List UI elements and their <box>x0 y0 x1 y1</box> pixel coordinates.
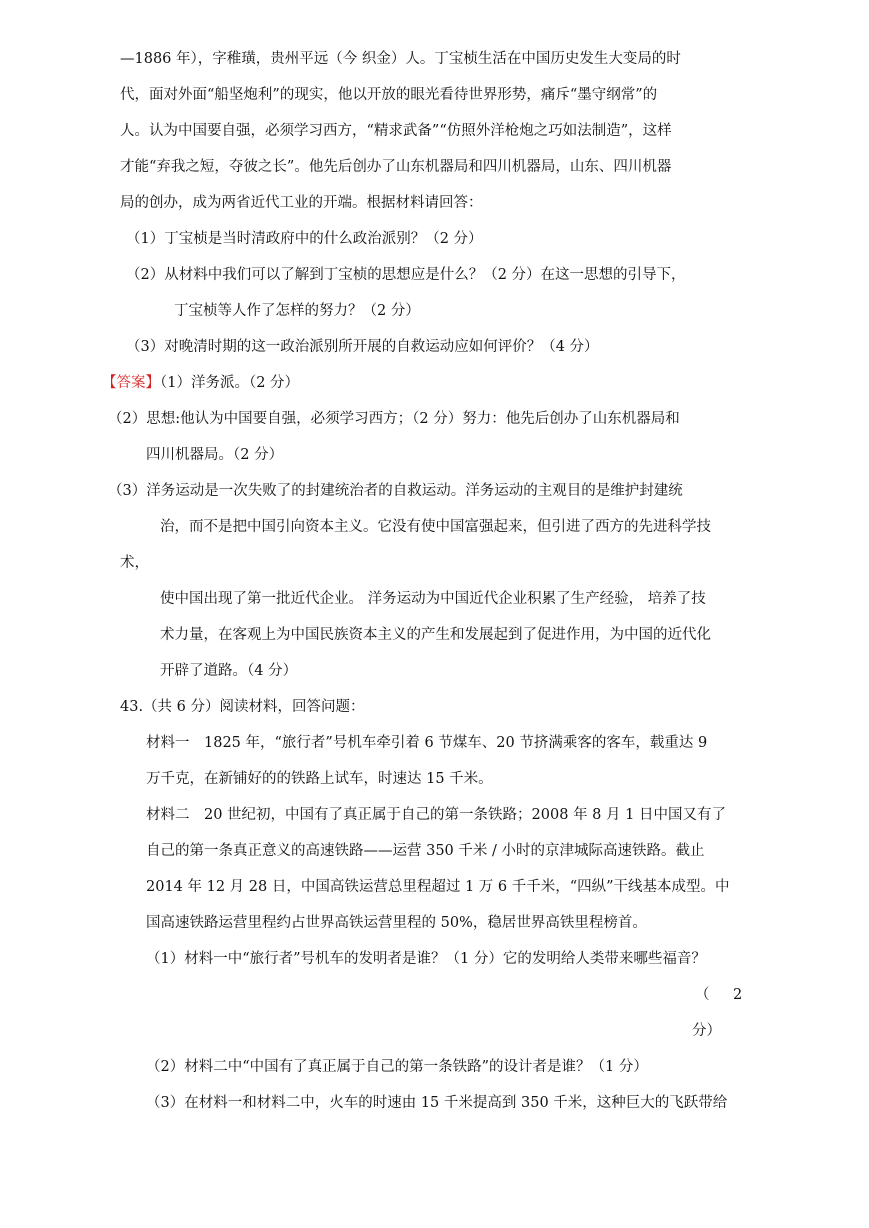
material-1-line-1: 材料一 1825 年，“旅行者”号机车牵引着 6 节煤车、20 节挤满乘客的客车，载重达 9 <box>146 735 708 751</box>
answer-3-line-4: 使中国出现了第一批近代企业。 洋务运动为中国近代企业积累了生产经验， 培养了技 <box>160 591 706 607</box>
question-43-1-score-close: 分） <box>692 1023 721 1039</box>
answer-3-line-1: （3）洋务运动是一次失败了的封建统治者的自救运动。洋务运动的主观目的是维护封建统 <box>108 483 683 499</box>
question-2-line-2: 丁宝桢等人作了怎样的努力？（2 分） <box>174 303 420 319</box>
intro-line-4: 才能“弃我之短，夺彼之长”。他先后创办了山东机器局和四川机器局，山东、四川机器 <box>120 159 672 175</box>
intro-line-2: 代，面对外面“船坚炮利”的现实，他以开放的眼光看待世界形势，痛斥“墨守纲常”的 <box>120 87 658 103</box>
question-43-1-line-1: （1）材料一中“旅行者”号机车的发明者是谁？（1 分）它的发明给人类带来哪些福音？ <box>146 951 706 967</box>
answer-2-line-2: 四川机器局。（2 分） <box>146 447 284 463</box>
question-43-1-score-num: 2 <box>733 987 743 1003</box>
question-43-2: （2）材料二中“中国有了真正属于自己的第一条铁路”的设计者是谁？（1 分） <box>146 1059 648 1075</box>
question-2-line-1: （2）从材料中我们可以了解到丁宝桢的思想应是什么？（2 分）在这一思想的引导下， <box>126 267 686 283</box>
answer-3-line-6: 开辟了道路。（4 分） <box>160 663 298 679</box>
question-3: （3）对晚清时期的这一政治派别所开展的自救运动应如何评价？（4 分） <box>126 339 599 355</box>
material-2-line-4: 国高速铁路运营里程约占世界高铁运营里程的 50%，稳居世界高铁里程榜首。 <box>146 915 647 931</box>
intro-line-1: —1886 年），字稚璜，贵州平远（今 织金）人。丁宝桢生活在中国历史发生大变局的时 <box>120 51 681 67</box>
material-1-line-2: 万千克，在新铺好的的铁路上试车，时速达 15 千米。 <box>146 771 493 787</box>
answer-3-line-3: 术， <box>120 555 149 571</box>
answer-2-line-1: （2）思想:他认为中国要自强，必须学习西方；（2 分）努力：他先后创办了山东机器局和 <box>108 411 680 427</box>
question-1: （1）丁宝桢是当时清政府中的什么政治派别？（2 分） <box>126 231 483 247</box>
intro-line-3: 人。认为中国要自强，必须学习西方，“精求武备”“仿照外洋枪炮之巧如法制造”，这样 <box>120 123 672 139</box>
answer-tag: 【答案】 <box>102 375 160 391</box>
material-2-line-2: 自己的第一条真正意义的高速铁路——运营 350 千米 / 小时的京津城际高速铁路。截止 <box>146 843 705 859</box>
question-43-3: （3）在材料一和材料二中，火车的时速由 15 千米提高到 350 千米，这种巨大的飞跃带给 <box>146 1095 728 1111</box>
answer-line-1 <box>102 373 299 393</box>
material-2-line-3: 2014 年 12 月 28 日，中国高铁运营总里程超过 1 万 6 千千米，“四纵”干线基本成型。中 <box>146 879 730 895</box>
question-43-1-score-open: （ <box>695 987 710 1003</box>
question-43-heading: 43.（共 6 分）阅读材料，回答问题： <box>120 699 365 715</box>
material-2-line-1: 材料二 20 世纪初，中国有了真正属于自己的第一条铁路；2008 年 8 月 1 日中国又有了 <box>146 807 726 823</box>
answer-1: （1）洋务派。（2 分） <box>160 375 300 391</box>
answer-3-line-2: 治，而不是把中国引向资本主义。它没有使中国富强起来，但引进了西方的先进科学技 <box>160 519 711 535</box>
answer-3-line-5: 术力量，在客观上为中国民族资本主义的产生和发展起到了促进作用，为中国的近代化 <box>160 627 711 643</box>
intro-line-5: 局的创办，成为两省近代工业的开端。根据材料请回答： <box>120 195 483 211</box>
